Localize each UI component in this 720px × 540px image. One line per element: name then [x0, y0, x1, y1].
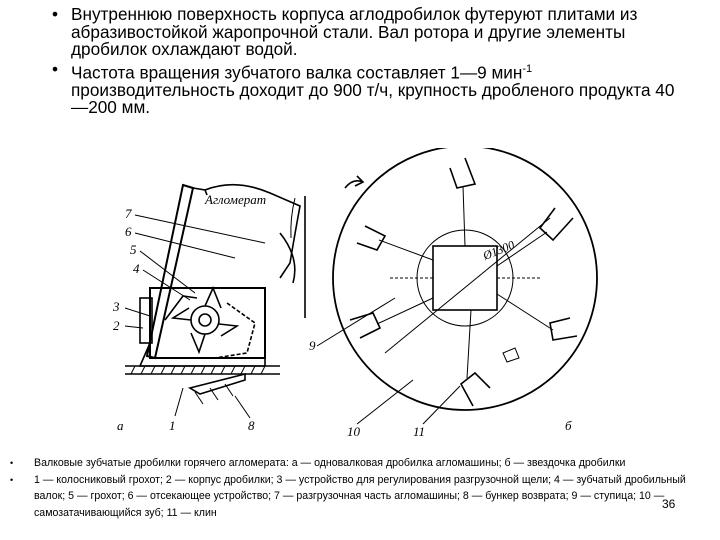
callout-1: 1 [169, 418, 176, 433]
caption-line-1: Валковые зубчатые дробилки горячего агломерата: а — одновалковая дробилка агломашины; б — звездочка дробилки [34, 457, 626, 469]
page-number: 36 [662, 497, 676, 511]
callout-3: 3 [113, 299, 120, 314]
bullet-marker: • [52, 58, 59, 79]
callout-8: 8 [248, 418, 255, 433]
caption-line-2: 1 — колосниковый грохот; 2 — корпус дробилки; 3 — устройство для регулирования разгрузочной щели; 4 — зубчатый дробильный валок; 5 — грохот; 6 — отсекающее устройство; 7 — разгрузочная часть агломашины; 8 — бункер возврата; 9 — ступица; 10 — самозатачивающийся зуб; 11 — клин [34, 473, 686, 519]
crusher-figure [95, 148, 615, 443]
single-roll-crusher-drawing [125, 185, 305, 418]
callout-2: 2 [113, 318, 120, 333]
callout-9: 9 [309, 338, 316, 353]
caption-row-1 [10, 455, 710, 472]
label-a: а [117, 418, 124, 433]
caption-bullet: • [10, 474, 14, 485]
bullet-text-1: Внутреннюю поверхность корпуса аглодробилок футеруют плитами из абразивостойкой жаропрочной стали. Вал ротора и другие элементы дробилок охлаждают водой. [71, 4, 638, 59]
bullet-marker: • [52, 4, 59, 24]
label-agglomerate: Агломерат [205, 192, 267, 207]
callout-5: 5 [130, 242, 137, 257]
bullet-item-1 [48, 6, 688, 59]
bullet-item-2 [48, 58, 688, 118]
star-wheel-drawing [317, 148, 597, 424]
bullet-list [48, 6, 688, 119]
callout-10: 10 [347, 424, 360, 439]
callout-4: 4 [133, 261, 140, 276]
callout-7: 7 [125, 206, 132, 221]
bullet-text-2a: Частота вращения зубчатого валка составляет 1—9 мин [71, 62, 523, 83]
bullet-text-2b: производительность доходит до 900 т/ч, крупность дробленого продукта 40—200 мм. [71, 79, 675, 118]
figure-caption [10, 455, 710, 521]
bullet-text-2-sup: -1 [522, 62, 533, 75]
caption-row-2 [10, 472, 710, 522]
label-diameter: Ø1300 [480, 237, 517, 263]
callout-6: 6 [125, 224, 132, 239]
label-b: б [565, 418, 572, 433]
caption-bullet: • [10, 458, 14, 468]
callout-11: 11 [413, 424, 426, 439]
